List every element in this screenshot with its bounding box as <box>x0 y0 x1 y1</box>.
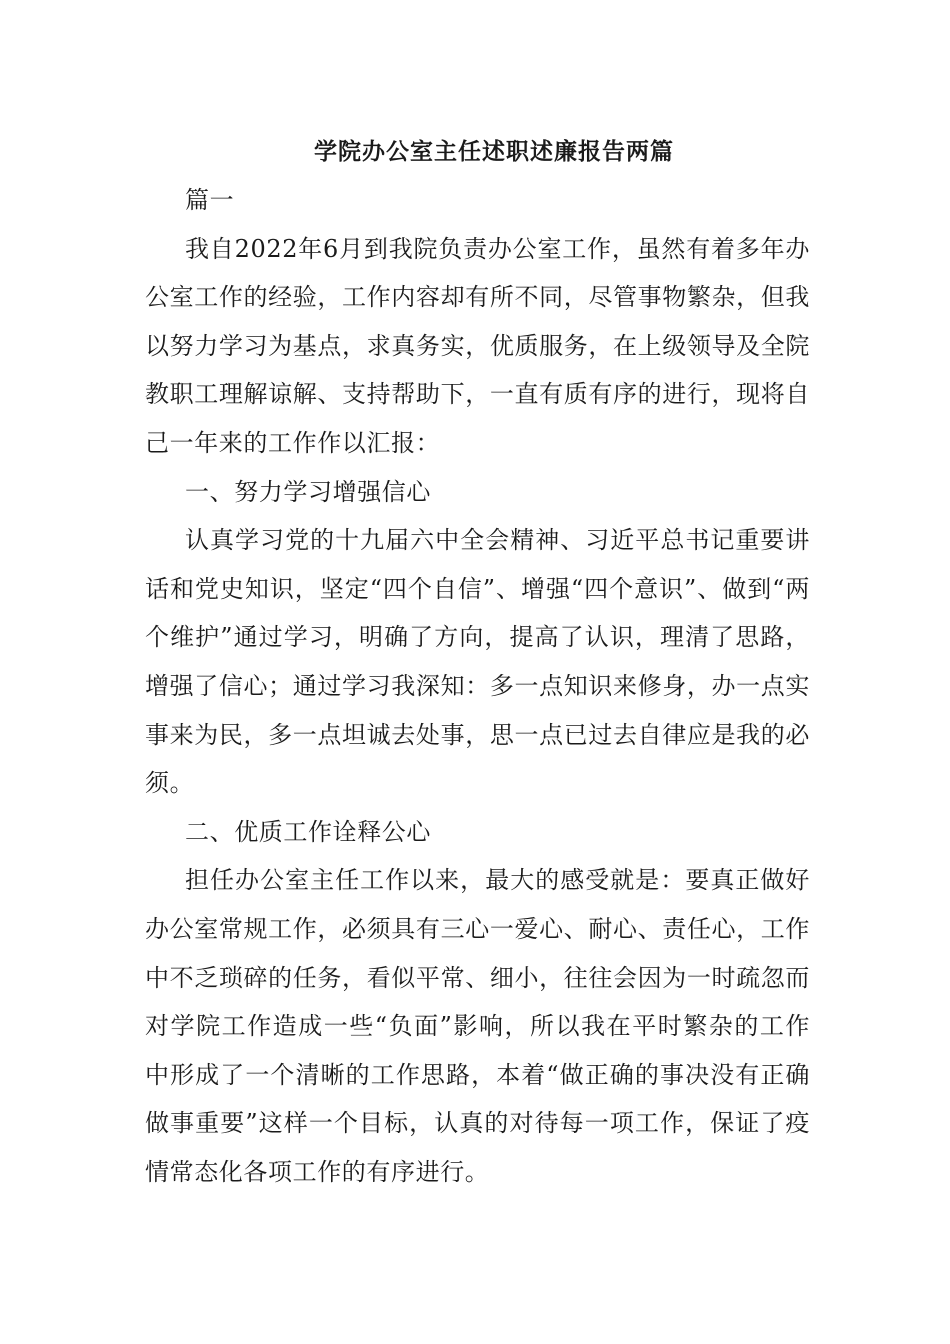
section-label: 篇一 <box>185 186 235 214</box>
intro-paragraph: 我自2022年6月到我院负责办公室工作，虽然有着多年办公室工作的经验，工作内容却有所不同，尽管事物繁杂，但我以努力学习为基点，求真务实，优质服务，在上级领导及全院教职工理解谅解、支持帮助下，一直有质有序的进行，现将自己一年来的工作作以汇报： <box>145 234 810 457</box>
document-body <box>145 176 810 1196</box>
section-heading-1: 一、努力学习增强信心 <box>185 477 431 506</box>
section-2-paragraph: 担任办公室主任工作以来，最大的感受就是：要真正做好办公室常规工作，必须具有三心一爱心、耐心、责任心，工作中不乏琐碎的任务，看似平常、细小，往往会因为一时疏忽而对学院工作造成一些“负面”影响，所以我在平时繁杂的工作中形成了一个清晰的工作思路，本着“做正确的事决没有正确做事重要”这样一个目标，认真的对待每一项工作，保证了疫情常态化各项工作的有序进行。 <box>145 866 810 1186</box>
document-title: 学院办公室主任述职述廉报告两篇 <box>314 138 674 165</box>
section-1-paragraph: 认真学习党的十九届六中全会精神、习近平总书记重要讲话和党史知识，坚定“四个自信”、增强“四个意识”、做到“两个维护”通过学习，明确了方向，提高了认识，理清了思路，增强了信心；通过学习我深知：多一点知识来修身，办一点实事来为民，多一点坦诚去处事，思一点已过去自律应是我的必须。 <box>145 526 810 798</box>
section-heading-2: 二、优质工作诠释公心 <box>185 817 431 846</box>
